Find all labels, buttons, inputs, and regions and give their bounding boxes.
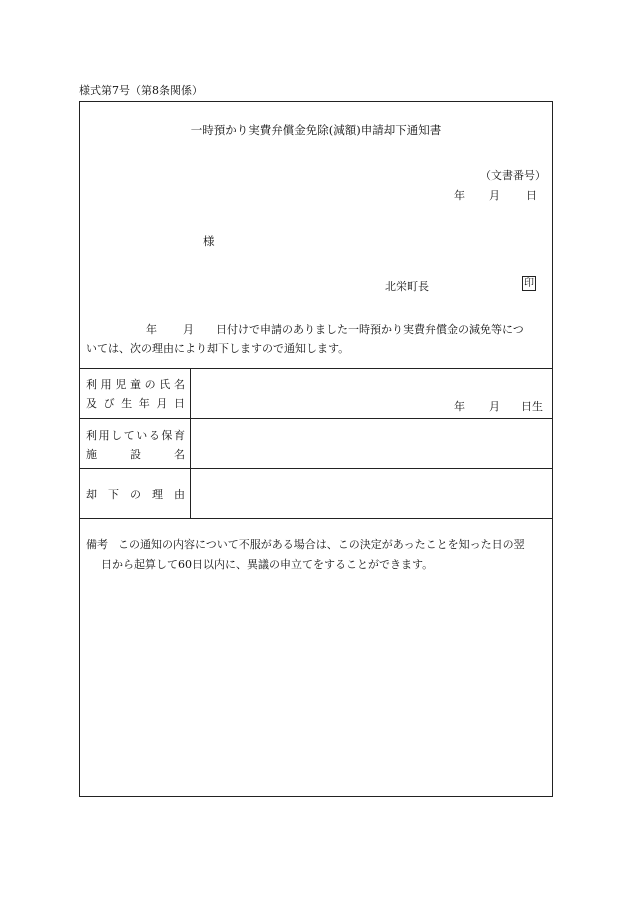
child-name-label-char-2: 児 — [115, 378, 127, 391]
child-birthdate-label-char-2: 生 — [121, 397, 133, 410]
notice-form-frame — [79, 101, 553, 797]
header-date-day: 日 — [526, 189, 537, 202]
row-label-child-name — [86, 376, 185, 411]
label-column-divider — [190, 368, 191, 518]
remarks-heading: 備考 — [86, 538, 108, 551]
document-title: 一時預かり実費弁償金免除(減額)申請却下通知書 — [190, 123, 442, 137]
row-label-reason — [86, 486, 185, 502]
facility-label-char-6: 保 — [161, 429, 173, 442]
child-name-label-char-0: 利 — [86, 378, 97, 391]
child-birthdate-label-char-1: び — [103, 397, 115, 410]
child-birth-day-label: 日生 — [521, 400, 543, 413]
remarks-line1: この通知の内容について不服がある場合は、この決定があったことを知った日の翌 — [118, 538, 525, 551]
header-date-month: 月 — [489, 189, 500, 202]
table-top-border — [80, 368, 552, 369]
facility-name-label-char-0: 施 — [86, 448, 97, 461]
child-birth-month-label: 月 — [489, 400, 500, 413]
facility-label-char-2: し — [111, 429, 123, 442]
reason-label-char-3: 理 — [152, 488, 163, 501]
facility-label-char-4: い — [136, 429, 148, 442]
recipient-honorific: 様 — [203, 234, 215, 248]
notice-body-line2: いては、次の理由により却下しますので通知します。 — [86, 342, 350, 355]
row-divider-1 — [80, 418, 552, 419]
remarks-line2: 日から起算して60日以内に、異議の申立てをすることができます。 — [101, 558, 434, 571]
row-label-facility — [86, 427, 185, 462]
facility-label-char-0: 利 — [86, 429, 97, 442]
document-number-label: （文書番号） — [480, 169, 546, 182]
facility-label-char-5: る — [148, 429, 160, 442]
child-birthdate-label-char-3: 年 — [138, 397, 150, 410]
body-year-label: 年 — [146, 323, 157, 336]
form-number-label: 様式第7号（第8条関係） — [79, 84, 203, 97]
child-name-label-char-6: 名 — [173, 378, 185, 391]
child-name-label-char-3: 童 — [129, 378, 141, 391]
facility-label-char-3: て — [123, 429, 135, 442]
child-name-label-char-4: の — [144, 378, 156, 391]
issuer-name: 北栄町長 — [385, 280, 429, 293]
notice-body-line1 — [146, 321, 524, 337]
child-birth-year-label: 年 — [454, 400, 465, 413]
seal-mark: 印 — [524, 278, 534, 289]
reason-label-char-1: 下 — [108, 488, 119, 501]
facility-name-label-char-2: 名 — [174, 448, 185, 461]
reason-label-char-2: の — [130, 488, 141, 501]
facility-name-label-char-1: 設 — [130, 448, 141, 461]
child-name-label-char-1: 用 — [100, 378, 112, 391]
facility-label-char-7: 育 — [173, 429, 185, 442]
reason-label-char-4: 由 — [174, 488, 185, 501]
child-birthdate-label-char-5: 日 — [173, 397, 185, 410]
body-line1-text: 日付けで申請のありました一時預かり実費弁償金の減免等につ — [216, 323, 524, 336]
child-birthdate-label-char-0: 及 — [86, 397, 97, 410]
child-name-label-char-5: 氏 — [159, 378, 171, 391]
reason-label-char-0: 却 — [86, 488, 97, 501]
row-divider-2 — [80, 468, 552, 469]
child-birthdate-label-char-4: 月 — [156, 397, 168, 410]
body-month-label: 月 — [183, 323, 194, 336]
facility-label-char-1: 用 — [98, 429, 110, 442]
table-bottom-border — [80, 518, 552, 519]
header-date-year: 年 — [454, 189, 465, 202]
